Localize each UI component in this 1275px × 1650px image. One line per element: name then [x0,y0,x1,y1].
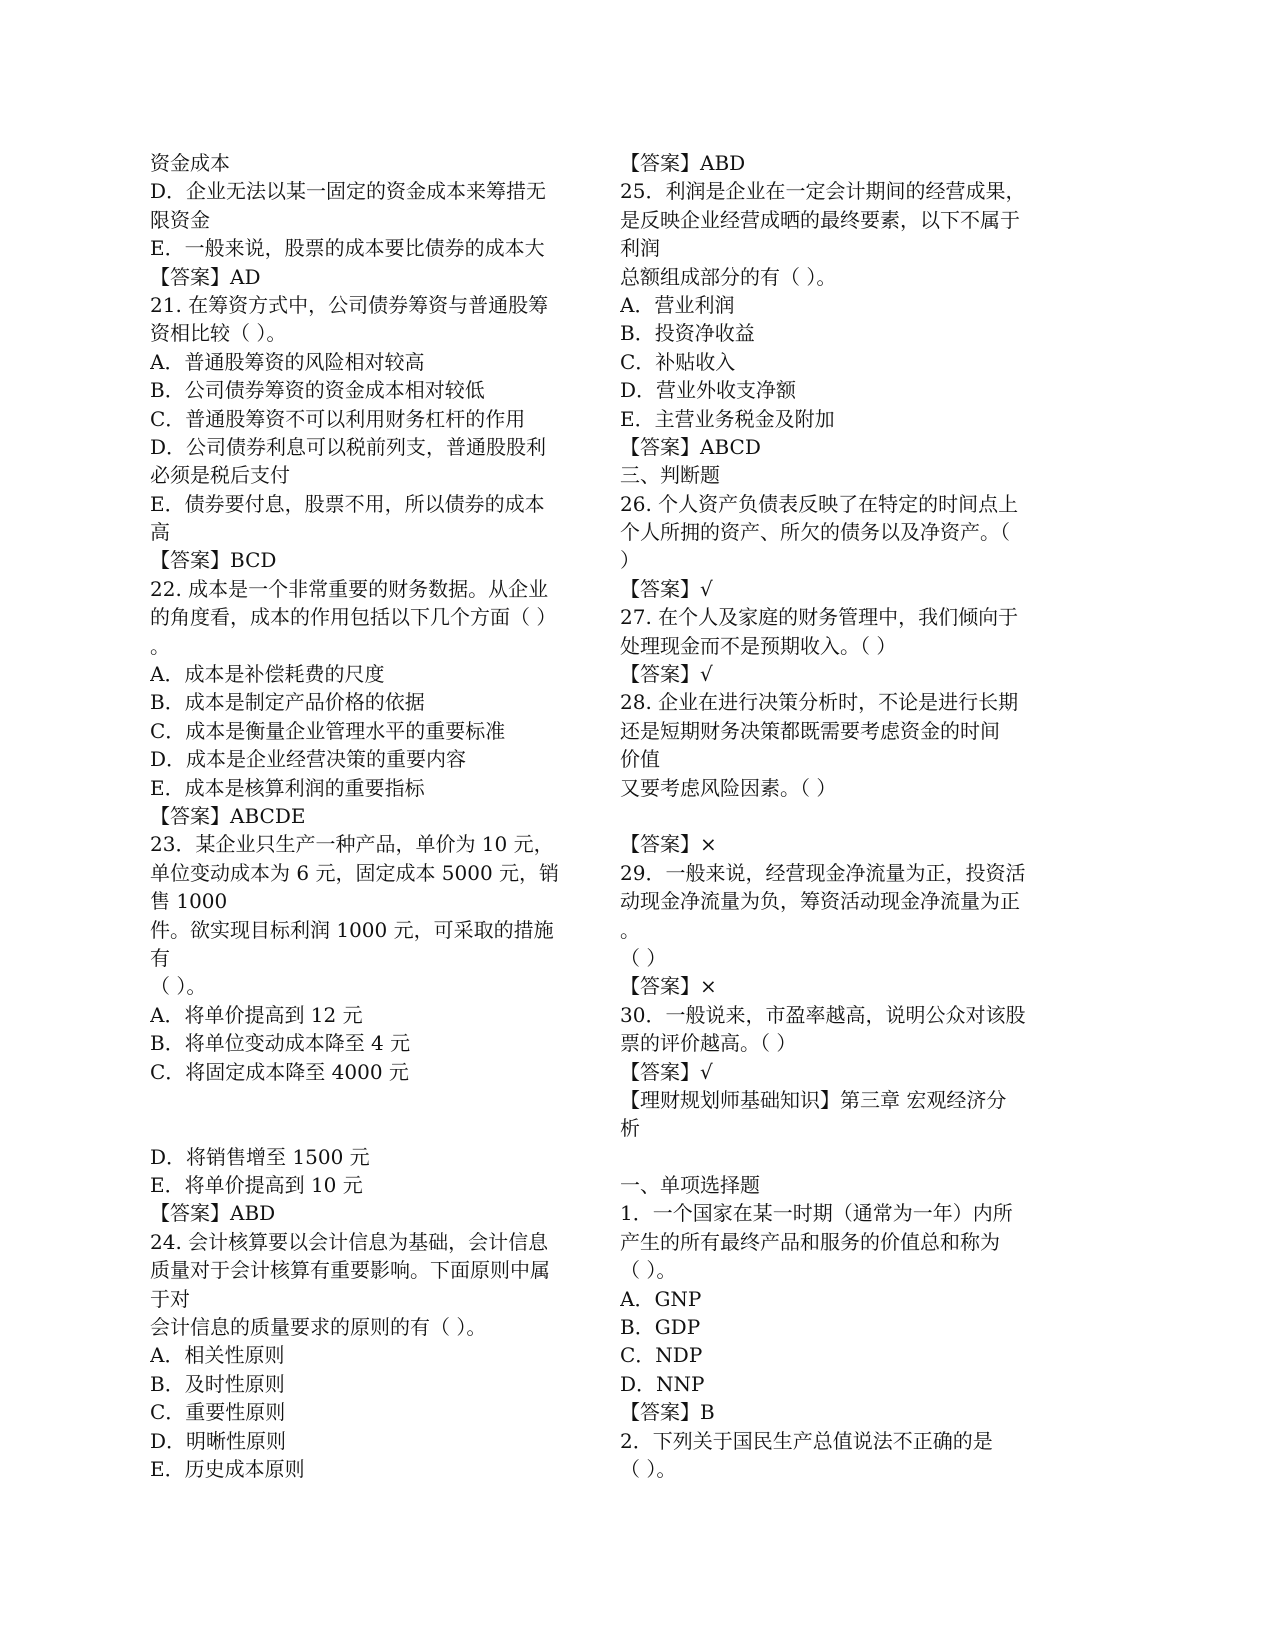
option-line: D．公司债券利息可以税前列支，普通股股利 [150,434,547,459]
option-line: C．普通股筹资不可以利用财务杠杆的作用 [150,406,526,431]
blank-line [150,1086,570,1114]
option-line: B．GDP [620,1315,701,1340]
option-line: E．成本是核算利润的重要指标 [150,775,425,800]
option-line: A．成本是补偿耗费的尺度 [150,662,385,687]
question-27: 27. 在个人及家庭的财务管理中，我们倾向于 [620,605,1019,630]
text-line: 件。欲实现目标利润 1000 元，可采取的措施 [150,917,554,942]
question-30: 30．一般说来，市盈率越高，说明公众对该股 [620,1002,1026,1027]
text-line: 动现金净流量为负，筹资活动现金净流量为正 [620,889,1020,914]
blank-line [150,1114,570,1142]
answer-line: 【答案】AD [150,264,261,289]
question-1: 1．一个国家在某一时期（通常为一年）内所 [620,1201,1013,1226]
question-26: 26. 个人资产负债表反映了在特定的时间点上 [620,491,1019,516]
answer-line: 【答案】ABD [150,1201,276,1226]
question-25: 25．利润是企业在一定会计期间的经营成果， [620,179,1026,204]
section-heading: 一、单项选择题 [620,1173,760,1198]
question-23: 23．某企业只生产一种产品，单价为 10 元， [150,832,554,857]
text-line: 票的评价越高。（ ） [620,1031,797,1056]
option-line: C．补贴收入 [620,349,736,374]
section-heading: 三、判断题 [620,463,720,488]
option-line: D．营业外收支净额 [620,378,797,403]
text-line: 价值 [620,747,660,772]
question-22: 22. 成本是一个非常重要的财务数据。从企业 [150,576,549,601]
text-line: 是反映企业经营成晒的最终要素，以下不属于 [620,207,1020,232]
option-line: D．成本是企业经营决策的重要内容 [150,747,467,772]
question-2: 2．下列关于国民生产总值说法不正确的是 [620,1428,993,1453]
question-28: 28. 企业在进行决策分析时，不论是进行长期 [620,690,1019,715]
answer-line: 【答案】ABCDE [150,803,306,828]
text-line: 。 [150,633,170,658]
text-line: 限资金 [150,207,210,232]
chapter-heading: 【理财规划师基础知识】第三章 宏观经济分 [620,1087,1007,1112]
question-29: 29．一般来说，经营现金净流量为正，投资活 [620,860,1026,885]
option-line: B．公司债券筹资的资金成本相对较低 [150,378,485,403]
option-line: D．明晰性原则 [150,1428,287,1453]
option-line: E．将单价提高到 10 元 [150,1173,363,1198]
answer-line: 【答案】BCD [150,548,277,573]
text-line: （ ）。 [620,1456,677,1481]
text-line: 的角度看，成本的作用包括以下几个方面（ ） [150,605,557,630]
text-line: （ ） [620,945,667,970]
question-24: 24. 会计核算要以会计信息为基础，会计信息 [150,1229,549,1254]
blank-line [620,802,1050,830]
text-line: 析 [620,1116,640,1141]
answer-line: 【答案】× [620,974,717,999]
option-line: D．将销售增至 1500 元 [150,1144,370,1169]
question-21: 21. 在筹资方式中，公司债券筹资与普通股筹 [150,292,549,317]
option-line: B．将单位变动成本降至 4 元 [150,1031,411,1056]
text-line: 质量对于会计核算有重要影响。下面原则中属 [150,1258,550,1283]
text-line: 单位变动成本为 6 元，固定成本 5000 元，销 [150,860,560,885]
option-line: D．NNP [620,1371,705,1396]
option-line: B．及时性原则 [150,1371,285,1396]
text-line: 总额组成部分的有（ ）。 [620,264,837,289]
text-line: 会计信息的质量要求的原则的有（ ）。 [150,1315,487,1340]
text-line: 产生的所有最终产品和服务的价值总和称为 [620,1229,1000,1254]
text-line: 于对 [150,1286,190,1311]
option-line: C．重要性原则 [150,1400,286,1425]
option-line: A．相关性原则 [150,1343,285,1368]
answer-line: 【答案】ABCD [620,434,761,459]
option-line: B．成本是制定产品价格的依据 [150,690,425,715]
blank-line [620,1143,1050,1171]
text-line: 处理现金而不是预期收入。（ ） [620,633,897,658]
option-line: C．成本是衡量企业管理水平的重要标准 [150,718,506,743]
text-line: （ ）。 [620,1258,677,1283]
text-line: ） [620,548,640,573]
text-line: E．一般来说，股票的成本要比债券的成本大 [150,236,545,261]
option-line: E．债券要付息，股票不用，所以债券的成本 [150,491,545,516]
text-line: D．企业无法以某一固定的资金成本来筹措无 [150,179,547,204]
answer-line: 【答案】B [620,1400,715,1425]
text-line: 利润 [620,236,660,261]
text-line: 还是短期财务决策都既需要考虑资金的时间 [620,718,1000,743]
answer-line: 【答案】√ [620,576,713,601]
right-column [620,149,1050,1483]
option-line: E．主营业务税金及附加 [620,406,835,431]
answer-line: 【答案】√ [620,662,713,687]
text-line: 有 [150,945,170,970]
option-line: A．营业利润 [620,292,735,317]
option-line: A．GNP [620,1286,702,1311]
option-line: A．普通股筹资的风险相对较高 [150,349,425,374]
text-line: 高 [150,520,170,545]
text-line: 。 [620,917,640,942]
answer-line: 【答案】× [620,832,717,857]
text-line: 必须是税后支付 [150,463,290,488]
text-line: 又要考虑风险因素。（ ） [620,775,837,800]
option-line: B．投资净收益 [620,321,755,346]
answer-line: 【答案】ABD [620,151,746,175]
option-line: E．历史成本原则 [150,1456,305,1481]
text-line: 资相比较（ ）。 [150,321,287,346]
text-line: 售 1000 [150,889,228,914]
text-line: （ ）。 [150,974,207,999]
left-column [150,149,570,1483]
option-line: C．将固定成本降至 4000 元 [150,1059,409,1084]
text-line: 资金成本 [150,151,230,175]
option-line: A．将单价提高到 12 元 [150,1002,363,1027]
option-line: C．NDP [620,1343,703,1368]
text-line: 个人所拥的资产、所欠的债务以及净资产。（ [620,520,1010,545]
answer-line: 【答案】√ [620,1059,713,1084]
